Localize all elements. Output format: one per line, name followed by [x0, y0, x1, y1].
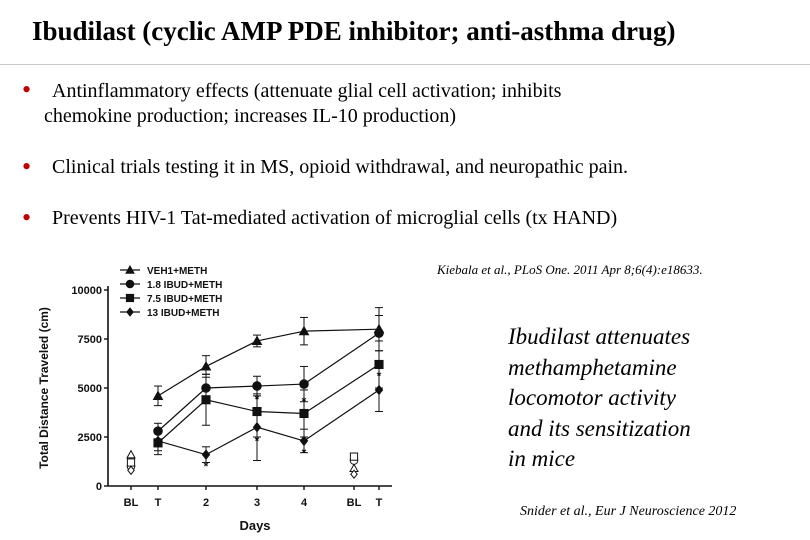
- bullet-marker-2: •: [22, 152, 32, 181]
- data-point: [202, 450, 209, 459]
- significance-mark: *: [254, 434, 260, 449]
- caption-line: in mice: [508, 446, 576, 471]
- bullet-3-line-1: Prevents HIV-1 Tat-mediated activation of microglial cells (tx HAND): [52, 207, 618, 229]
- caption-line: Ibudilast attenuates: [508, 324, 691, 349]
- data-point: [300, 436, 307, 445]
- series-line: [158, 427, 304, 454]
- baseline-point: [127, 459, 134, 466]
- significance-mark: *: [376, 368, 382, 383]
- data-point: [375, 360, 383, 368]
- series-line: [158, 400, 304, 443]
- data-point: [375, 329, 384, 338]
- significance-mark: *: [301, 394, 307, 409]
- x-tick-label: 4: [300, 497, 308, 509]
- y-tick-label: 7500: [77, 334, 102, 346]
- y-tick-label: 10000: [71, 285, 102, 297]
- x-axis-label: Days: [239, 518, 271, 533]
- reference-snider: Snider et al., Eur J Neuroscience 2012: [520, 504, 737, 519]
- x-tick-label: 3: [253, 497, 261, 509]
- x-tick-label: 2: [202, 497, 210, 509]
- baseline-point: [127, 451, 135, 458]
- series-line: [304, 333, 379, 384]
- bullet-marker-1: •: [22, 75, 32, 104]
- data-point: [154, 391, 163, 399]
- series-line: [301, 390, 379, 441]
- data-point: [375, 385, 382, 394]
- significance-mark: *: [203, 459, 209, 474]
- data-point: [300, 380, 309, 389]
- significance-mark: *: [301, 445, 307, 460]
- legend-marker: [126, 294, 133, 301]
- series-line: [158, 384, 304, 431]
- legend-label: 7.5 IBUD+METH: [147, 294, 223, 305]
- y-axis-label: Total Distance Traveled (cm): [37, 307, 51, 469]
- y-tick-label: 2500: [77, 432, 102, 444]
- y-tick-label: 0: [95, 481, 102, 493]
- data-point: [202, 362, 211, 370]
- y-tick-label: 5000: [77, 383, 102, 395]
- bullet-2-line-1: Clinical trials testing it in MS, opioid withdrawal, and neuropathic pain.: [52, 156, 629, 178]
- baseline-point: [350, 453, 357, 460]
- series-line: [301, 364, 379, 413]
- caption-line: locomotor activity: [508, 385, 676, 410]
- data-point: [202, 396, 210, 404]
- legend-label: VEH1+METH: [147, 266, 208, 277]
- series-line: [304, 329, 379, 331]
- bullet-1-line-2: chemokine production; increases IL-10 production): [44, 105, 457, 127]
- caption-line: methamphetamine: [508, 354, 677, 380]
- legend-label: 13 IBUD+METH: [147, 308, 220, 319]
- bullet-1-line-1: Antinflammatory effects (attenuate glial cell activation; inhibits: [52, 80, 562, 102]
- x-tick-label: T: [375, 497, 383, 509]
- x-tick-label: T: [154, 497, 162, 509]
- caption-line: and its sensitization: [508, 415, 691, 441]
- legend-marker: [126, 280, 134, 288]
- legend-label: 1.8 IBUD+METH: [147, 280, 223, 291]
- title-divider: [0, 64, 810, 65]
- x-tick-label: BL: [123, 497, 139, 509]
- locomotor-chart: [30, 250, 430, 540]
- bullet-marker-3: •: [22, 203, 32, 232]
- slide-title: Ibudilast (cyclic AMP PDE inhibitor; anti-asthma drug): [32, 16, 676, 46]
- significance-mark: *: [254, 392, 260, 407]
- data-point: [253, 423, 260, 432]
- data-point: [300, 409, 308, 417]
- citation-kiebala: Kiebala et al., PLoS One. 2011 Apr 8;6(4):e18633.: [437, 262, 703, 277]
- legend-marker: [127, 308, 133, 316]
- x-tick-label: BL: [346, 497, 362, 509]
- figure-caption: [508, 322, 788, 475]
- series-line: [158, 331, 304, 396]
